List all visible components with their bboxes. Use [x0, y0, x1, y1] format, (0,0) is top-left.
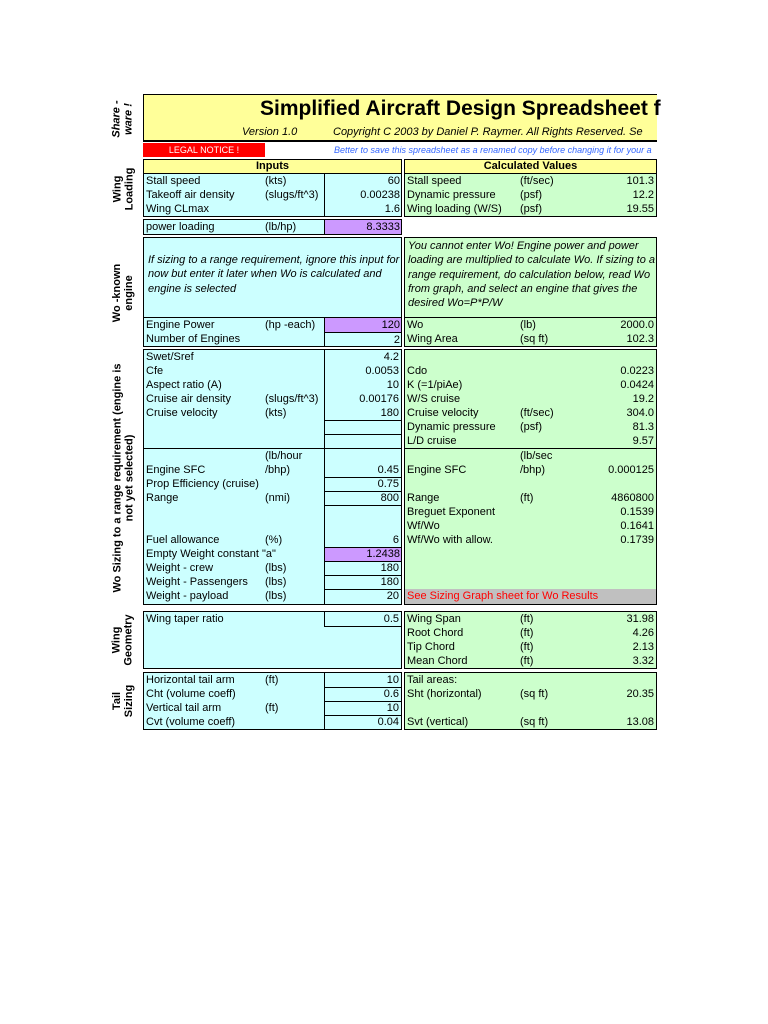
shareware-text: Share - ware !: [111, 100, 136, 138]
row-label: Cht (volume coeff): [146, 688, 236, 700]
calc-row: [405, 364, 656, 378]
stall-speed-input[interactable]: 60: [324, 174, 402, 188]
input-row: [144, 392, 401, 406]
row-unit: (ft): [520, 627, 534, 639]
side-label-wing-geometry: [108, 612, 138, 668]
calc-row: [405, 654, 656, 668]
row-label: Svt (vertical): [407, 716, 469, 728]
input-row: [144, 350, 401, 364]
calc-row: [405, 406, 656, 420]
row-unit: (kts): [265, 407, 287, 419]
input-row: [144, 701, 401, 715]
takeoff-density-input[interactable]: 0.00238: [324, 188, 402, 202]
input-row: [144, 673, 401, 687]
wing-loading-calc: [404, 173, 657, 217]
calc-row: [405, 505, 656, 519]
calc-row: [405, 533, 656, 547]
row-label: Sht (horizontal): [407, 688, 482, 700]
wo-known-inputs: [143, 237, 402, 347]
clmax-input[interactable]: 1.6: [324, 202, 402, 216]
input-row: [144, 378, 401, 392]
input-row: [144, 687, 401, 701]
prop-efficiency-input[interactable]: 0.75: [377, 478, 399, 490]
wo-known-text: Wo -known engine: [111, 263, 135, 322]
input-row: [144, 202, 401, 216]
tail-sizing-calc: [404, 672, 657, 730]
row-unit: (ft): [265, 702, 279, 714]
row-label: Tip Chord: [407, 641, 455, 653]
row-label: Wf/Wo: [407, 520, 440, 532]
wo-known-calc-note: You cannot enter Wo! Engine power and power loading are multiplied to calculate Wo. If sizing to a range requirement, do calculation below, read Wo from graph, and select an engine that gives the desired Wo=P*P/W: [408, 240, 656, 310]
save-note: Better to save this spreadsheet as a renamed copy before changing it for your a: [334, 145, 652, 155]
side-label-wo-known: [108, 240, 138, 345]
row-unit: (kts): [265, 175, 287, 187]
row-label: Horizontal tail arm: [146, 674, 235, 686]
legal-notice-label: LEGAL NOTICE !: [168, 145, 240, 155]
row-label: Engine SFC: [146, 464, 206, 476]
row-label: Mean Chord: [407, 655, 468, 667]
row-label: Root Chord: [407, 627, 464, 639]
wing-loading-text: Wing Loading: [111, 167, 135, 211]
row-unit: (ft): [520, 655, 534, 667]
row-value: 20.35: [626, 688, 654, 700]
input-row: [144, 364, 401, 378]
row-label: Number of Engines: [146, 333, 241, 345]
sizing-graph-link[interactable]: [405, 589, 656, 604]
calc-row: [405, 612, 656, 626]
row-value: 304.0: [626, 407, 654, 419]
row-unit: (psf): [520, 189, 542, 201]
calc-row: [405, 420, 656, 434]
calc-row: [405, 378, 656, 392]
row-label: Cdo: [407, 365, 428, 377]
row-value: 4.26: [632, 627, 654, 639]
row-label: Weight - crew: [146, 562, 214, 574]
row-value: 101.3: [626, 175, 654, 187]
row-unit: (psf): [520, 421, 542, 433]
row-value: 3.32: [632, 655, 654, 667]
copyright-text: Copyright C 2003 by Daniel P. Raymer. All Rights Reserved. Se: [333, 126, 643, 138]
page-title: Simplified Aircraft Design Spreadsheet f: [260, 97, 661, 120]
weight-crew-input[interactable]: 180: [380, 562, 399, 574]
row-label: L/D cruise: [407, 435, 457, 447]
row-label: Stall speed: [407, 175, 462, 187]
side-label-wo-sizing: [108, 350, 138, 605]
row-unit: (slugs/ft^3): [265, 393, 319, 405]
wo-known-calc: [404, 237, 657, 347]
row-label: Engine Power: [146, 319, 215, 331]
row-value: 81.3: [632, 421, 654, 433]
row-label: Wing loading (W/S): [407, 203, 502, 215]
row-label: K (=1/piAe): [407, 379, 463, 391]
input-row: [144, 589, 401, 603]
row-value: 0.1739: [620, 534, 654, 546]
row-label: Prop Efficiency (cruise): [146, 478, 259, 490]
row-value: 102.3: [626, 333, 654, 345]
row-label: Fuel allowance: [146, 534, 220, 546]
calc-row: [405, 640, 656, 654]
calc-row: [405, 434, 656, 448]
cruise-density-input[interactable]: 0.00176: [359, 393, 399, 405]
tail-sizing-inputs: [143, 672, 402, 730]
calc-row: [405, 715, 656, 729]
row-label: power loading: [146, 221, 215, 233]
calc-row: [405, 626, 656, 640]
row-unit: (lbs): [265, 576, 287, 588]
row-unit: (psf): [520, 203, 542, 215]
input-row: [144, 612, 401, 626]
fuel-allowance-input[interactable]: 6: [392, 534, 399, 546]
tail-sizing-text: Tail Sizing: [111, 684, 136, 718]
input-row: [144, 188, 401, 202]
row-label: Cruise air density: [146, 393, 231, 405]
input-row: [144, 332, 401, 346]
row-label: Dynamic pressure: [407, 421, 496, 433]
row-label: Wf/Wo with allow.: [407, 534, 493, 546]
row-label: Dynamic pressure: [407, 189, 496, 201]
row-label: Weight - payload: [146, 590, 229, 602]
row-label: W/S cruise: [407, 393, 461, 405]
title-box: [143, 94, 661, 142]
row-value: 31.98: [626, 613, 654, 625]
row-label: Range: [146, 492, 179, 504]
row-label: Empty Weight constant "a": [146, 548, 276, 560]
row-value: 0.0424: [620, 379, 654, 391]
row-unit: (ft): [520, 613, 534, 625]
row-unit: /bhp): [520, 464, 546, 476]
input-row: [144, 449, 401, 463]
calc-row: [405, 491, 656, 505]
input-row: [144, 491, 401, 505]
wing-geometry-inputs: [143, 611, 402, 669]
row-label: Cruise velocity: [407, 407, 479, 419]
input-row: [144, 463, 401, 477]
row-label: Swet/Sref: [146, 351, 194, 363]
cvt-input[interactable]: 0.04: [377, 716, 399, 728]
row-label: Cruise velocity: [146, 407, 218, 419]
row-unit: (nmi): [265, 492, 291, 504]
sizing-graph-note: See Sizing Graph sheet for Wo Results: [407, 590, 599, 602]
wo-sizing-text: Wo Sizing to a range requirement (engine is not yet selected): [111, 363, 135, 592]
row-unit: (lb/sec: [520, 450, 553, 462]
row-unit: (ft/sec): [520, 175, 554, 187]
row-unit: /bhp): [265, 464, 291, 476]
row-value: 2000.0: [620, 319, 654, 331]
power-loading-row: [143, 219, 402, 235]
num-engines-input[interactable]: 2: [324, 332, 402, 346]
vtail-arm-input[interactable]: 10: [386, 702, 399, 714]
swet-sref-input[interactable]: 4.2: [383, 351, 399, 363]
side-label-wing-loading: [108, 160, 138, 218]
input-row: [144, 575, 401, 589]
input-row: [144, 174, 401, 188]
row-value: 0.1539: [620, 506, 654, 518]
row-value: 13.08: [626, 716, 654, 728]
row-unit: (ft/sec): [520, 407, 554, 419]
row-value: 19.2: [632, 393, 654, 405]
calc-row: [405, 449, 656, 463]
aspect-ratio-input[interactable]: 10: [386, 379, 399, 391]
inputs-heading-text: Inputs: [256, 160, 289, 172]
taper-ratio-input[interactable]: 0.5: [383, 613, 399, 625]
calc-row: [405, 350, 656, 364]
row-value: 9.57: [632, 435, 654, 447]
calc-row: [405, 332, 656, 346]
row-unit: (lb): [520, 319, 536, 331]
row-label: Wing Area: [407, 333, 458, 345]
input-row: [144, 220, 401, 234]
row-value: 19.55: [626, 203, 654, 215]
wo-known-input-note: If sizing to a range requirement, ignore this input for now but enter it later when Wo is calculated and engine is selected: [148, 254, 400, 295]
row-label: Vertical tail arm: [146, 702, 222, 714]
wing-geometry-text: Wing Geometry: [111, 614, 136, 666]
power-loading-input[interactable]: 8.3333: [324, 220, 402, 234]
cfe-input[interactable]: 0.0053: [365, 365, 399, 377]
calculated-heading-text: Calculated Values: [483, 160, 578, 172]
row-label: Weight - Passengers: [146, 576, 248, 588]
row-value: 0.000125: [608, 464, 654, 476]
row-label: Cvt (volume coeff): [146, 716, 236, 728]
row-label: Takeoff air density: [146, 189, 235, 201]
row-label: Engine SFC: [407, 464, 467, 476]
calc-row: [405, 174, 656, 188]
engine-sfc-input[interactable]: 0.45: [377, 464, 399, 476]
input-row: [144, 477, 401, 491]
input-row: [144, 406, 401, 420]
weight-passengers-input[interactable]: 180: [380, 576, 399, 588]
calc-row: [405, 673, 656, 687]
calc-row: [405, 202, 656, 216]
row-unit: (sq ft): [520, 333, 549, 345]
wo-sizing-inputs: [143, 349, 402, 605]
cht-input[interactable]: 0.6: [383, 688, 399, 700]
input-row: [144, 533, 401, 547]
row-unit: (ft): [520, 492, 534, 504]
row-label: Wing CLmax: [146, 203, 209, 215]
engine-power-input[interactable]: 120: [324, 318, 402, 332]
empty-weight-input[interactable]: 1.2438: [325, 547, 402, 561]
row-value: 4860800: [611, 492, 654, 504]
calc-row: [405, 392, 656, 406]
row-value: 2.13: [632, 641, 654, 653]
row-unit: (lbs): [265, 562, 287, 574]
row-unit: (lb/hour: [265, 450, 303, 462]
row-unit: (%): [265, 534, 283, 546]
row-label: Wing taper ratio: [146, 613, 224, 625]
side-label-tail-sizing: [108, 672, 138, 730]
input-row: [144, 715, 401, 729]
row-unit: (sq ft): [520, 688, 549, 700]
wing-loading-inputs: [143, 173, 402, 217]
calculated-heading: [404, 159, 657, 174]
row-label: Wing Span: [407, 613, 461, 625]
row-unit: (sq ft): [520, 716, 549, 728]
input-row: [144, 561, 401, 575]
row-label: Breguet Exponent: [407, 506, 496, 518]
row-label: Cfe: [146, 365, 164, 377]
wing-geometry-calc: [404, 611, 657, 669]
input-row: [144, 318, 401, 332]
side-label-shareware: [108, 95, 138, 143]
inputs-heading: [143, 159, 402, 174]
calc-row: [405, 687, 656, 701]
calc-row: [405, 318, 656, 332]
row-unit: (lb/hp): [265, 221, 297, 233]
calc-row: [405, 463, 656, 477]
version-text: Version 1.0: [242, 126, 298, 138]
row-value: 12.2: [632, 189, 654, 201]
row-label: Range: [407, 492, 440, 504]
row-label: Wo: [407, 319, 424, 331]
row-unit: (lbs): [265, 590, 287, 602]
row-label: Stall speed: [146, 175, 201, 187]
cruise-velocity-input[interactable]: 180: [380, 407, 399, 419]
input-row: [144, 547, 401, 561]
row-unit: (ft): [520, 641, 534, 653]
legal-notice-button[interactable]: [143, 143, 265, 157]
weight-payload-input[interactable]: 20: [386, 590, 399, 602]
row-label: Aspect ratio (A): [146, 379, 222, 391]
htail-arm-input[interactable]: 10: [386, 674, 399, 686]
row-unit: (ft): [265, 674, 279, 686]
range-input[interactable]: 800: [380, 492, 399, 504]
row-value: 0.0223: [620, 365, 654, 377]
row-label: Tail areas:: [407, 674, 458, 686]
row-unit: (hp -each): [265, 319, 316, 331]
wo-sizing-calc: [404, 349, 657, 605]
calc-row: [405, 519, 656, 533]
calc-row: [405, 188, 656, 202]
row-unit: (slugs/ft^3): [265, 189, 319, 201]
row-value: 0.1641: [620, 520, 654, 532]
